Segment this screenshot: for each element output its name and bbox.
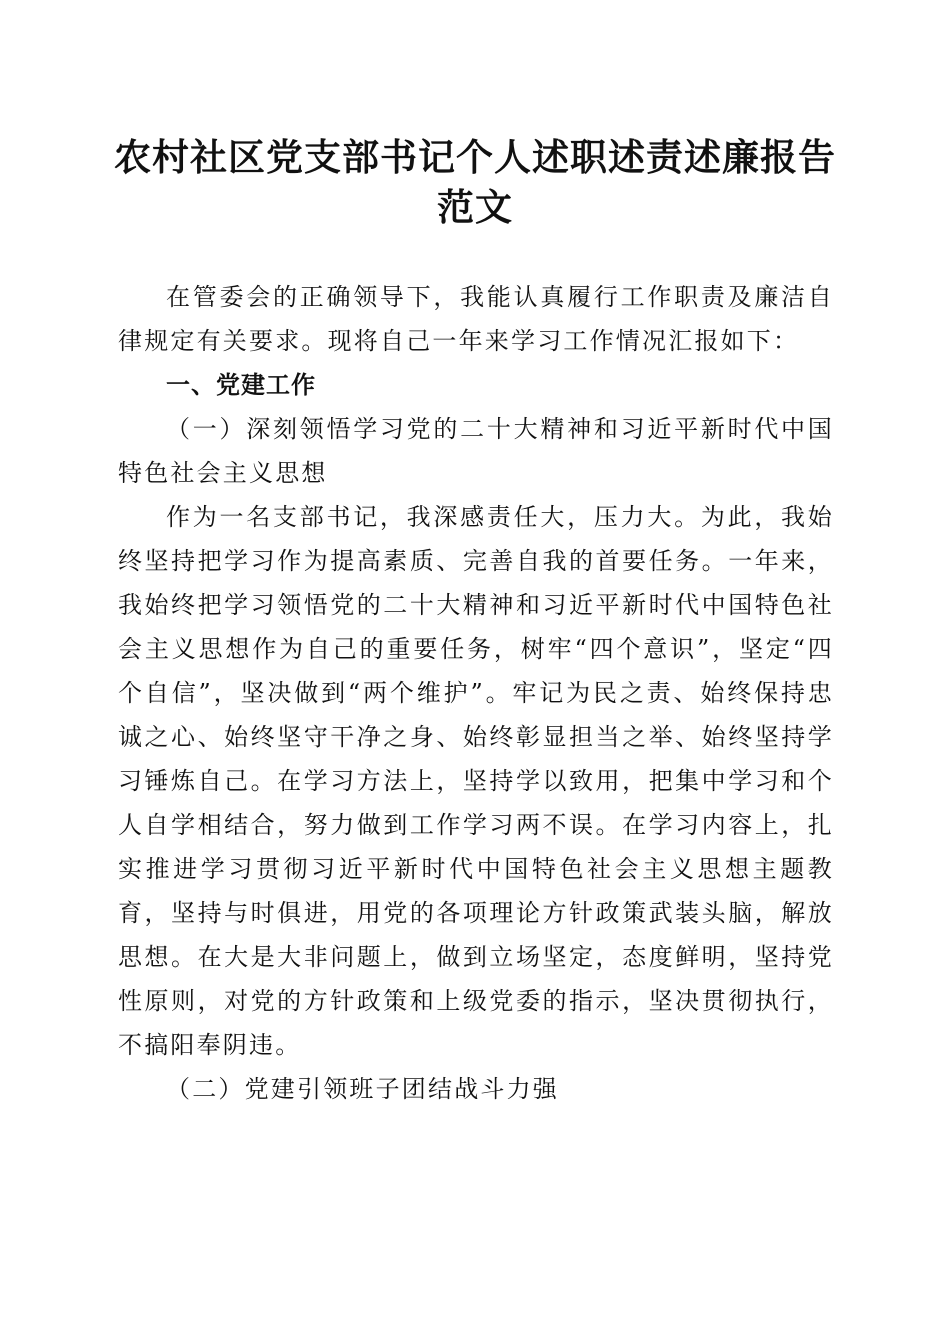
section-heading-party-building: 一、党建工作 — [166, 371, 316, 399]
subsection-heading-1: （一）深刻领悟学习党的二十大精神和习近平新时代中国特色社会主义思想 — [118, 415, 834, 487]
subsection-1-paragraph: 作为一名支部书记，我深感责任大，压力大。为此，我始终坚持把学习作为提高素质、完善自我的首要任务。一年来，我始终把学习领悟党的二十大精神和习近平新时代中国特色社会主义思想作为自己的重要任务，树牢“四个意识”，坚定“四个自信”，坚决做到“两个维护”。牢记为民之责、始终保持忠诚之心、始终坚守干净之身、始终彰显担当之举、始终坚持学习锤炼自己。在学习方法上，坚持学以致用，把集中学习和个人自学相结合，努力做到工作学习两不误。在学习内容上，扎实推进学习贯彻习近平新时代中国特色社会主义思想主题教育，坚持与时俱进，用党的各项理论方针政策武装头脑，解放思想。在大是大非问题上，做到立场坚定，态度鲜明，坚持党性原则，对党的方针政策和上级党委的指示，坚决贯彻执行，不搞阳奉阴违。 — [118, 503, 834, 1059]
intro-paragraph: 在管委会的正确领导下，我能认真履行工作职责及廉洁自律规定有关要求。现将自己一年来学习工作情况汇报如下： — [118, 283, 834, 355]
subsection-heading-2: （二）党建引领班子团结战斗力强 — [166, 1075, 559, 1103]
document-title: 农村社区党支部书记个人述职述责述廉报告范文 — [114, 135, 836, 229]
document-body — [118, 275, 834, 1111]
